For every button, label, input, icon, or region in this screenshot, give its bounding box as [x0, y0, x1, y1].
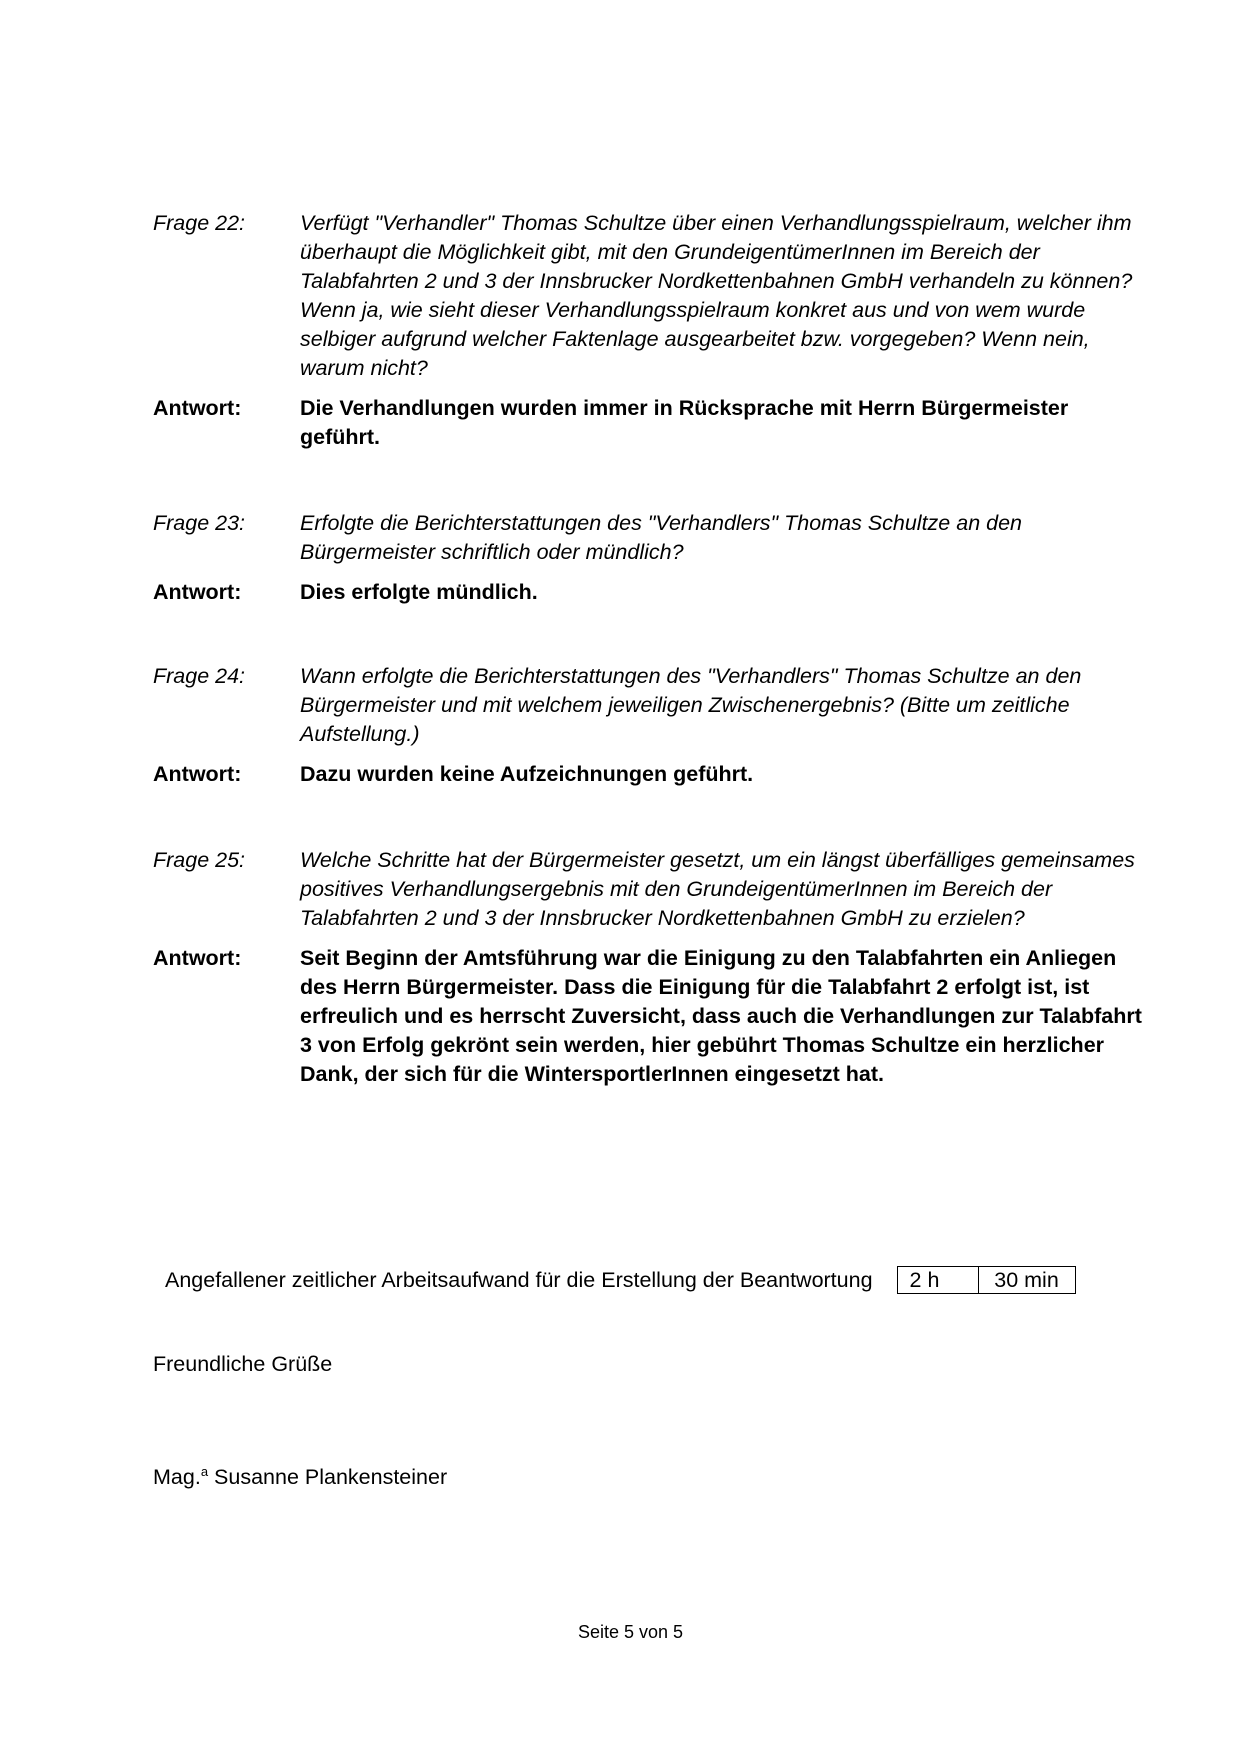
question-block-23	[153, 509, 1143, 607]
answer-row	[153, 394, 1143, 452]
answer-row	[153, 944, 1143, 1089]
answer-text: Die Verhandlungen wurden immer in Rücksprache mit Herrn Bürgermeister geführt.	[300, 396, 1069, 449]
answer-label: Antwort:	[153, 396, 242, 420]
answer-label: Antwort:	[153, 762, 242, 786]
signature-title: Mag.	[153, 1465, 201, 1489]
question-text: Erfolgte die Berichterstattungen des "Verhandlers" Thomas Schultze an den Bürgermeister schriftlich oder mündlich?	[300, 511, 1022, 564]
question-row	[153, 662, 1143, 749]
answer-row	[153, 760, 1143, 789]
answer-label: Antwort:	[153, 946, 242, 970]
answer-row	[153, 578, 1143, 607]
answer-text: Dazu wurden keine Aufzeichnungen geführt.	[300, 762, 754, 786]
effort-statement	[165, 1266, 1076, 1294]
answer-text: Dies erfolgte mündlich.	[300, 580, 538, 604]
closing-greeting: Freundliche Grüße	[153, 1352, 333, 1376]
answer-text: Seit Beginn der Amtsführung war die Einigung zu den Talabfahrten ein Anliegen des Herrn Bürgermeister. Dass die Einigung für die Talabfahrt 2 erfolgt ist, ist erfreulich und es herrscht Zuversicht, dass auch die Verhandlungen zur Talabfahrt 3 von Erfolg gekrönt sein werden, hier gebührt Thomas Schultze ein herzlicher Dank, der sich für die WintersportlerInnen eingesetzt hat.	[300, 946, 1142, 1086]
question-label: Frage 22:	[153, 211, 246, 235]
page-footer	[0, 1620, 1241, 1644]
effort-table	[897, 1266, 1076, 1294]
signature-name: Susanne Plankensteiner	[214, 1465, 448, 1489]
answer-label: Antwort:	[153, 580, 242, 604]
question-row	[153, 846, 1143, 933]
question-label: Frage 24:	[153, 664, 246, 688]
question-block-25	[153, 846, 1143, 1089]
signature-title-suffix: a	[200, 1464, 209, 1479]
page-number: Seite 5 von 5	[577, 1622, 684, 1642]
question-block-22	[153, 209, 1143, 452]
effort-hours: 2 h	[898, 1267, 979, 1293]
effort-minutes: 30 min	[994, 1268, 1059, 1292]
question-label: Frage 25:	[153, 848, 246, 872]
question-block-24	[153, 662, 1143, 789]
question-row	[153, 509, 1143, 567]
effort-label: Angefallener zeitlicher Arbeitsaufwand für die Erstellung der Beantwortung	[165, 1268, 873, 1292]
question-label: Frage 23:	[153, 511, 246, 535]
signature	[153, 1463, 447, 1491]
question-text: Welche Schritte hat der Bürgermeister gesetzt, um ein längst überfälliges gemeinsames positives Verhandlungsergebnis mit den GrundeigentümerInnen im Bereich der Talabfahrten 2 und 3 der Innsbrucker Nordkettenbahnen GmbH zu erzielen?	[300, 848, 1135, 930]
question-text: Wann erfolgte die Berichterstattungen des "Verhandlers" Thomas Schultze an den Bürgermeister und mit welchem jeweiligen Zwischenergebnis? (Bitte um zeitliche Aufstellung.)	[300, 664, 1082, 746]
question-text: Verfügt "Verhandler" Thomas Schultze über einen Verhandlungsspielraum, welcher ihm überhaupt die Möglichkeit gibt, mit den GrundeigentümerInnen im Bereich der Talabfahrten 2 und 3 der Innsbrucker Nordkettenbahnen GmbH verhandeln zu können? Wenn ja, wie sieht dieser Verhandlungsspielraum konkret aus und von wem wurde selbiger aufgrund welcher Faktenlage ausgearbeitet bzw. vorgegeben? Wenn nein, warum nicht?	[300, 211, 1133, 380]
question-row	[153, 209, 1143, 383]
